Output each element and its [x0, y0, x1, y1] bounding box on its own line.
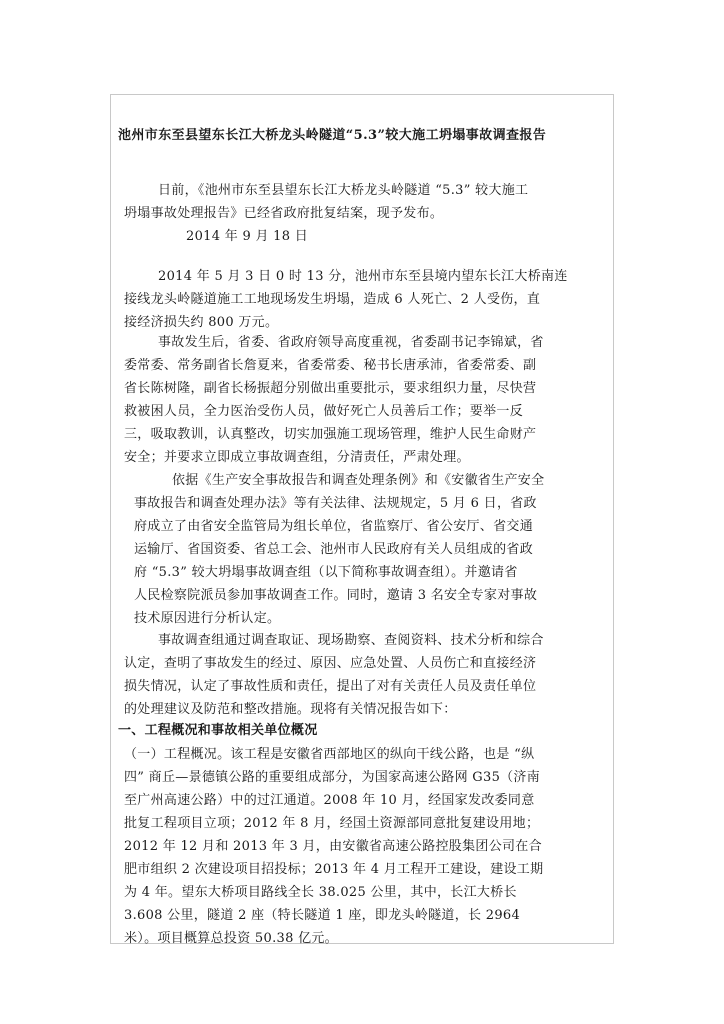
paragraph-line: 依据《生产安全事故报告和调查处理条例》和《安徽省生产安全	[172, 473, 545, 488]
paragraph-line: 3.608 公里，隧道 2 座（特长隧道 1 座，即龙头岭隧道，长 2964	[124, 908, 521, 923]
paragraph-line: 运输厅、省国资委、省总工会、池州市人民政府有关人员组成的省政	[134, 542, 534, 557]
paragraph-line: 事故调查组通过调查取证、现场勘察、查阅资料、技术分析和综合	[158, 633, 544, 648]
paragraph-line: 四” 商丘—景德镇公路的重要组成部分，为国家高速公路网 G35（济南	[124, 770, 541, 785]
paragraph-line: 府 “5.3” 较大坍塌事故调查组（以下简称事故调查组）。并邀请省	[134, 565, 518, 580]
paragraph-line: 接线龙头岭隧道施工工地现场发生坍塌，造成 6 人死亡、2 人受伤，直	[124, 292, 541, 307]
section-heading: 一、工程概况和事故相关单位概况	[118, 723, 318, 738]
paragraph-line: 安全；并要求立即成立事故调查组，分清责任，严肃处理。	[124, 450, 470, 465]
paragraph-line: 省长陈树隆，副省长杨振超分别做出重要批示，要求组织力量，尽快营	[124, 381, 537, 396]
paragraph-line: 至广州高速公路）中的过江通道。2008 年 10 月，经国家发改委同意	[124, 793, 535, 808]
paragraph-line: 府成立了由省安全监管局为组长单位，省监察厅、省公安厅、省交通	[134, 519, 534, 534]
paragraph-line: 2014 年 5 月 3 日 0 时 13 分，池州市东至县境内望东长江大桥南连	[158, 269, 568, 284]
paragraph-line: 2012 年 12 月和 2013 年 3 月，由安徽省高速公路控股集团公司在合	[124, 839, 542, 854]
intro-line: 日前，《池州市东至县望东长江大桥龙头岭隧道 “5.3” 较大施工	[158, 183, 529, 198]
paragraph-line: 人民检察院派员参加事故调查工作。同时，邀请 3 名安全专家对事故	[134, 588, 538, 603]
paragraph-line: 认定，查明了事故发生的经过、原因、应急处置、人员伤亡和直接经济	[124, 656, 537, 671]
paragraph-line: 肥市组织 2 次建设项目招投标；2013 年 4 月工程开工建设，建设工期	[124, 862, 544, 877]
document-title: 池州市东至县望东长江大桥龙头岭隧道“5.3”较大施工坍塌事故调查报告	[118, 128, 547, 143]
paragraph-line: 三，吸取教训，认真整改，切实加强施工现场管理，维护人民生命财产	[124, 427, 537, 442]
intro-line: 坍塌事故处理报告》已经省政府批复结案，现予发布。	[124, 206, 444, 221]
paragraph-line: 接经济损失约 800 万元。	[124, 315, 279, 330]
paragraph-line: 事故报告和调查处理办法》等有关法律、法规规定，5 月 6 日，省政	[134, 496, 537, 511]
paragraph-line: 米）。项目概算总投资 50.38 亿元。	[124, 931, 338, 946]
paragraph-line: 技术原因进行分析认定。	[134, 611, 281, 626]
paragraph-line: 批复工程项目立项；2012 年 8 月，经国土资源部同意批复建设用地；	[124, 816, 540, 831]
paragraph-line: 的处理建议及防范和整改措施。现将有关情况报告如下：	[124, 702, 457, 717]
paragraph-line: 救被困人员，全力医治受伤人员，做好死亡人员善后工作；要举一反	[124, 404, 524, 419]
release-date: 2014 年 9 月 18 日	[186, 229, 309, 244]
paragraph-line: 损失情况，认定了事故性质和责任，提出了对有关责任人员及责任单位	[124, 679, 537, 694]
paragraph-line: 事故发生后，省委、省政府领导高度重视，省委副书记李锦斌，省	[158, 335, 544, 350]
paragraph-line: （一）工程概况。该工程是安徽省西部地区的纵向干线公路，也是 “纵	[124, 747, 535, 762]
paragraph-line: 为 4 年。望东大桥项目路线全长 38.025 公里，其中，长江大桥长	[124, 885, 517, 900]
paragraph-line: 委常委、常务副省长詹夏来，省委常委、秘书长唐承沛，省委常委、副	[124, 358, 537, 373]
